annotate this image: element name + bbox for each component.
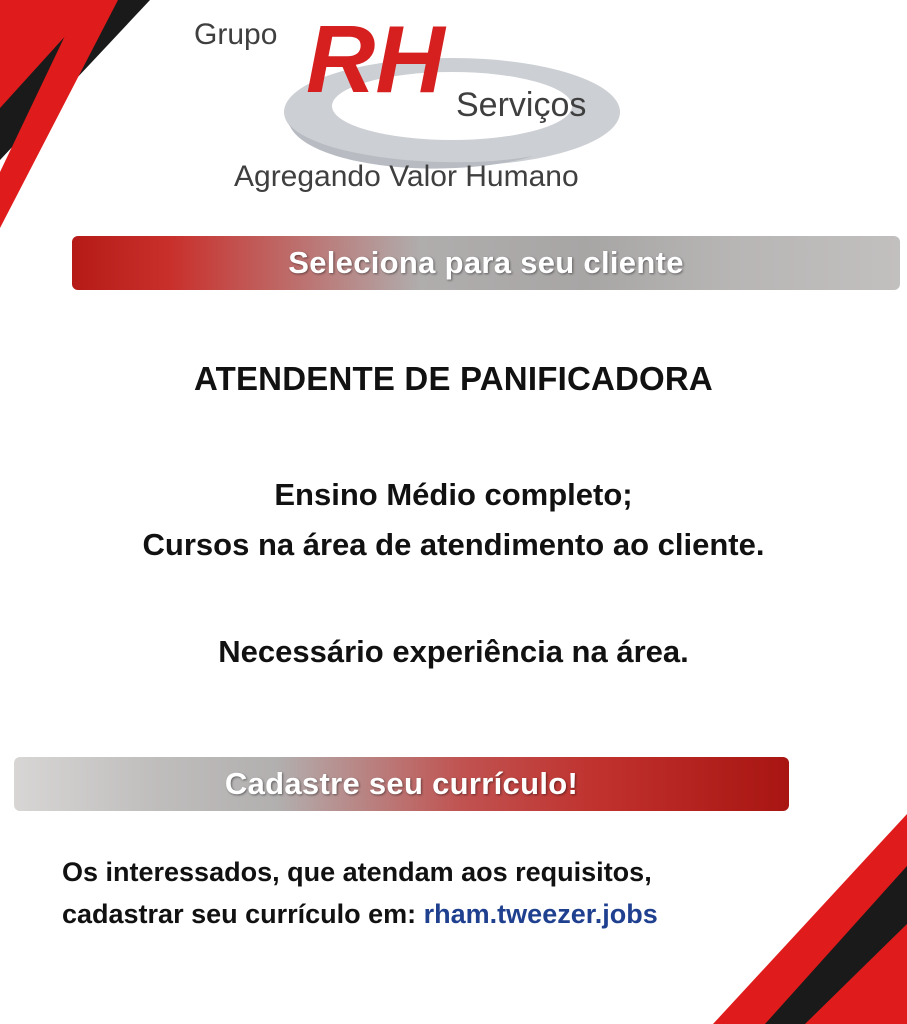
instructions-line-1: Os interessados, que atendam aos requisitos, <box>62 857 652 887</box>
requirement-line-1: Ensino Médio completo; <box>274 477 633 512</box>
svg-text:Serviços: Serviços <box>455 86 586 124</box>
headline-banner-top <box>72 236 900 290</box>
instructions-line-2-prefix: cadastrar seu currículo em: <box>62 898 424 929</box>
instructions-line-2 <box>62 894 852 936</box>
svg-text:RH: RH <box>305 6 445 113</box>
application-instructions <box>62 852 852 936</box>
svg-text:Grupo: Grupo <box>193 18 277 51</box>
job-title: ATENDENTE DE PANIFICADORA <box>194 360 713 397</box>
application-website-link[interactable]: rham.tweezer.jobs <box>423 898 658 929</box>
svg-text:Agregando Valor Humano: Agregando Valor Humano <box>233 160 579 193</box>
job-requirements <box>0 470 907 570</box>
job-experience: Necessário experiência na área. <box>218 634 689 669</box>
headline-banner-top-text: Seleciona para seu cliente <box>288 245 684 280</box>
headline-banner-bottom-text: Cadastre seu currículo! <box>224 766 579 801</box>
headline-banner-bottom <box>14 757 789 811</box>
requirement-line-2: Cursos na área de atendimento ao cliente. <box>142 527 765 563</box>
company-logo <box>0 6 907 201</box>
